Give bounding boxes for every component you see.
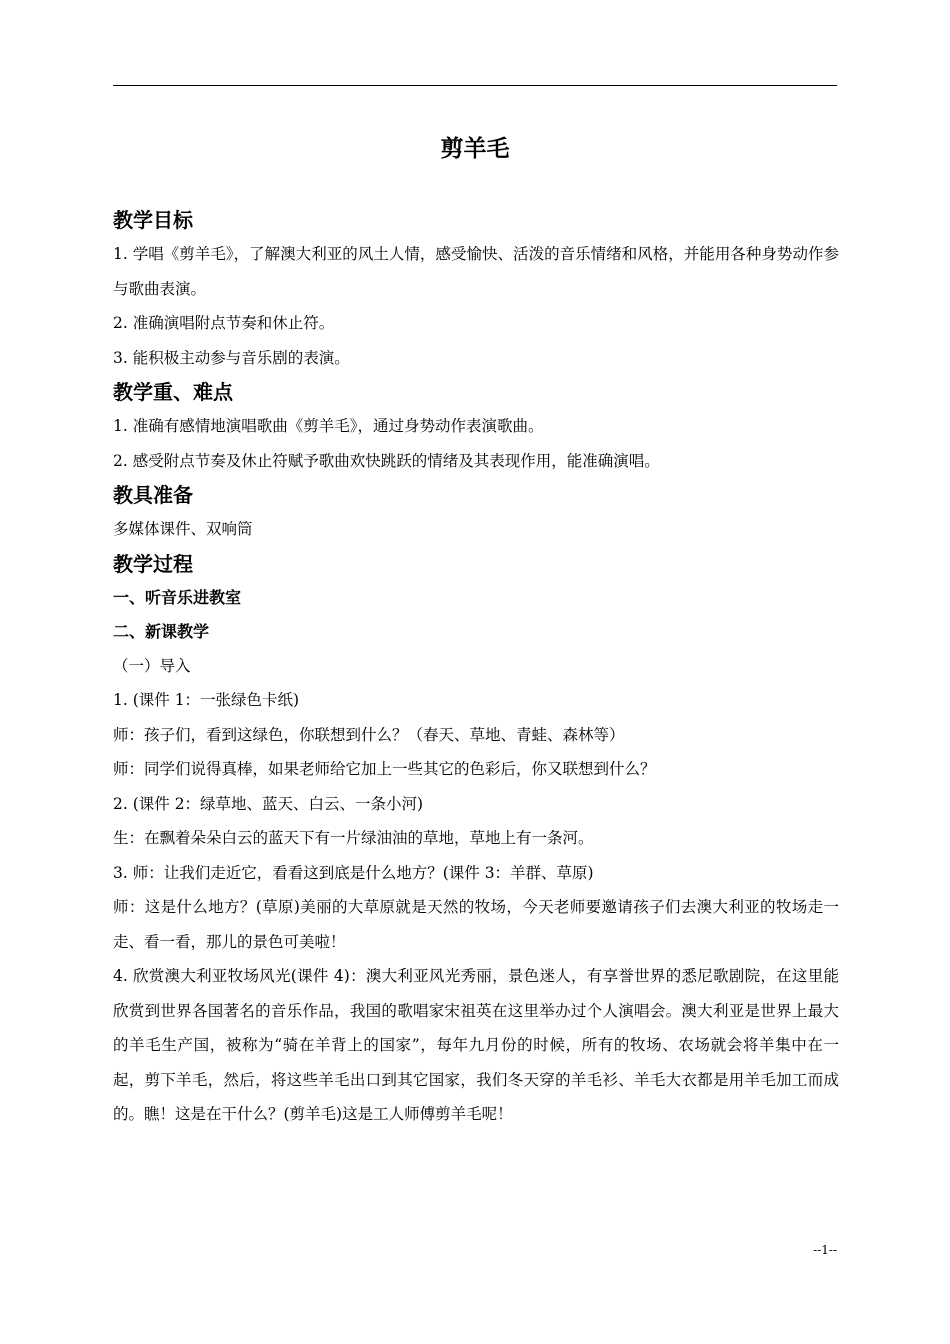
process-line: 3. 师：让我们走近它，看看这到底是什么地方？(课件 3：羊群、草原): [113, 863, 594, 882]
document-title: 剪羊毛: [440, 136, 510, 162]
page-number: --1--: [813, 1243, 837, 1257]
process-step: 二、新课教学: [113, 621, 210, 641]
key-point-item: 2. 感受附点节奏及休止符赋予歌曲欢快跳跃的情绪及其表现作用，能准确演唱。: [113, 451, 660, 470]
process-paragraph: 4. 欣赏澳大利亚牧场风光(课件 4)：澳大利亚风光秀丽，景色迷人，有享誉世界的悉尼歌剧院，在这里能欣赏到世界各国著名的音乐作品，我国的歌唱家宋祖英在这里举办过个人演唱会。澳大利亚是世界上最大的羊毛生产国，被称为“骑在羊背上的国家”，每年九月份的时候，所有的牧场、农场就会将羊集中在一起，剪下羊毛，然后，将这些羊毛出口到其它国家，我们冬天穿的羊毛衫、羊毛大衣都是用羊毛加工而成的。瞧！这是在干什么？(剪羊毛)这是工人师傅剪羊毛呢！: [113, 967, 839, 1123]
key-point-item: 1. 准确有感情地演唱歌曲《剪羊毛》，通过身势动作表演歌曲。: [113, 417, 544, 435]
process-paragraph: 师：这是什么地方？(草原)美丽的大草原就是天然的牧场，今天老师要邀请孩子们去澳大利亚的牧场走一走、看一看，那儿的景色可美啦！: [113, 898, 839, 951]
materials-text: 多媒体课件、双响筒: [113, 520, 253, 538]
process-line: 生：在飘着朵朵白云的蓝天下有一片绿油油的草地，草地上有一条河。: [113, 829, 594, 847]
heading-process: 教学过程: [113, 551, 193, 576]
process-line: 师：同学们说得真棒，如果老师给它加上一些其它的色彩后，你又联想到什么？: [113, 760, 656, 778]
document-body: [113, 203, 839, 1132]
header-rule: [113, 85, 837, 86]
heading-materials: 教具准备: [113, 483, 193, 507]
process-line: 2. (课件 2：绿草地、蓝天、白云、一条小河): [113, 794, 424, 813]
process-subheading: （一）导入: [113, 656, 191, 675]
goal-item: 3. 能积极主动参与音乐剧的表演。: [113, 348, 350, 367]
goal-item: 2. 准确演唱附点节奏和休止符。: [113, 314, 335, 332]
goal-item: 1. 学唱《剪羊毛》，了解澳大利亚的风土人情，感受愉快、活泼的音乐情绪和风格，并能用各种身势动作参与歌曲表演。: [113, 245, 839, 298]
process-line: 1. (课件 1：一张绿色卡纸): [113, 691, 300, 709]
process-step: 一、听音乐进教室: [113, 587, 242, 607]
heading-goals: 教学目标: [113, 208, 193, 232]
heading-key-points: 教学重、难点: [113, 380, 233, 404]
process-line: 师：孩子们，看到这绿色，你联想到什么？（春天、草地、青蛙、森林等）: [113, 725, 625, 744]
